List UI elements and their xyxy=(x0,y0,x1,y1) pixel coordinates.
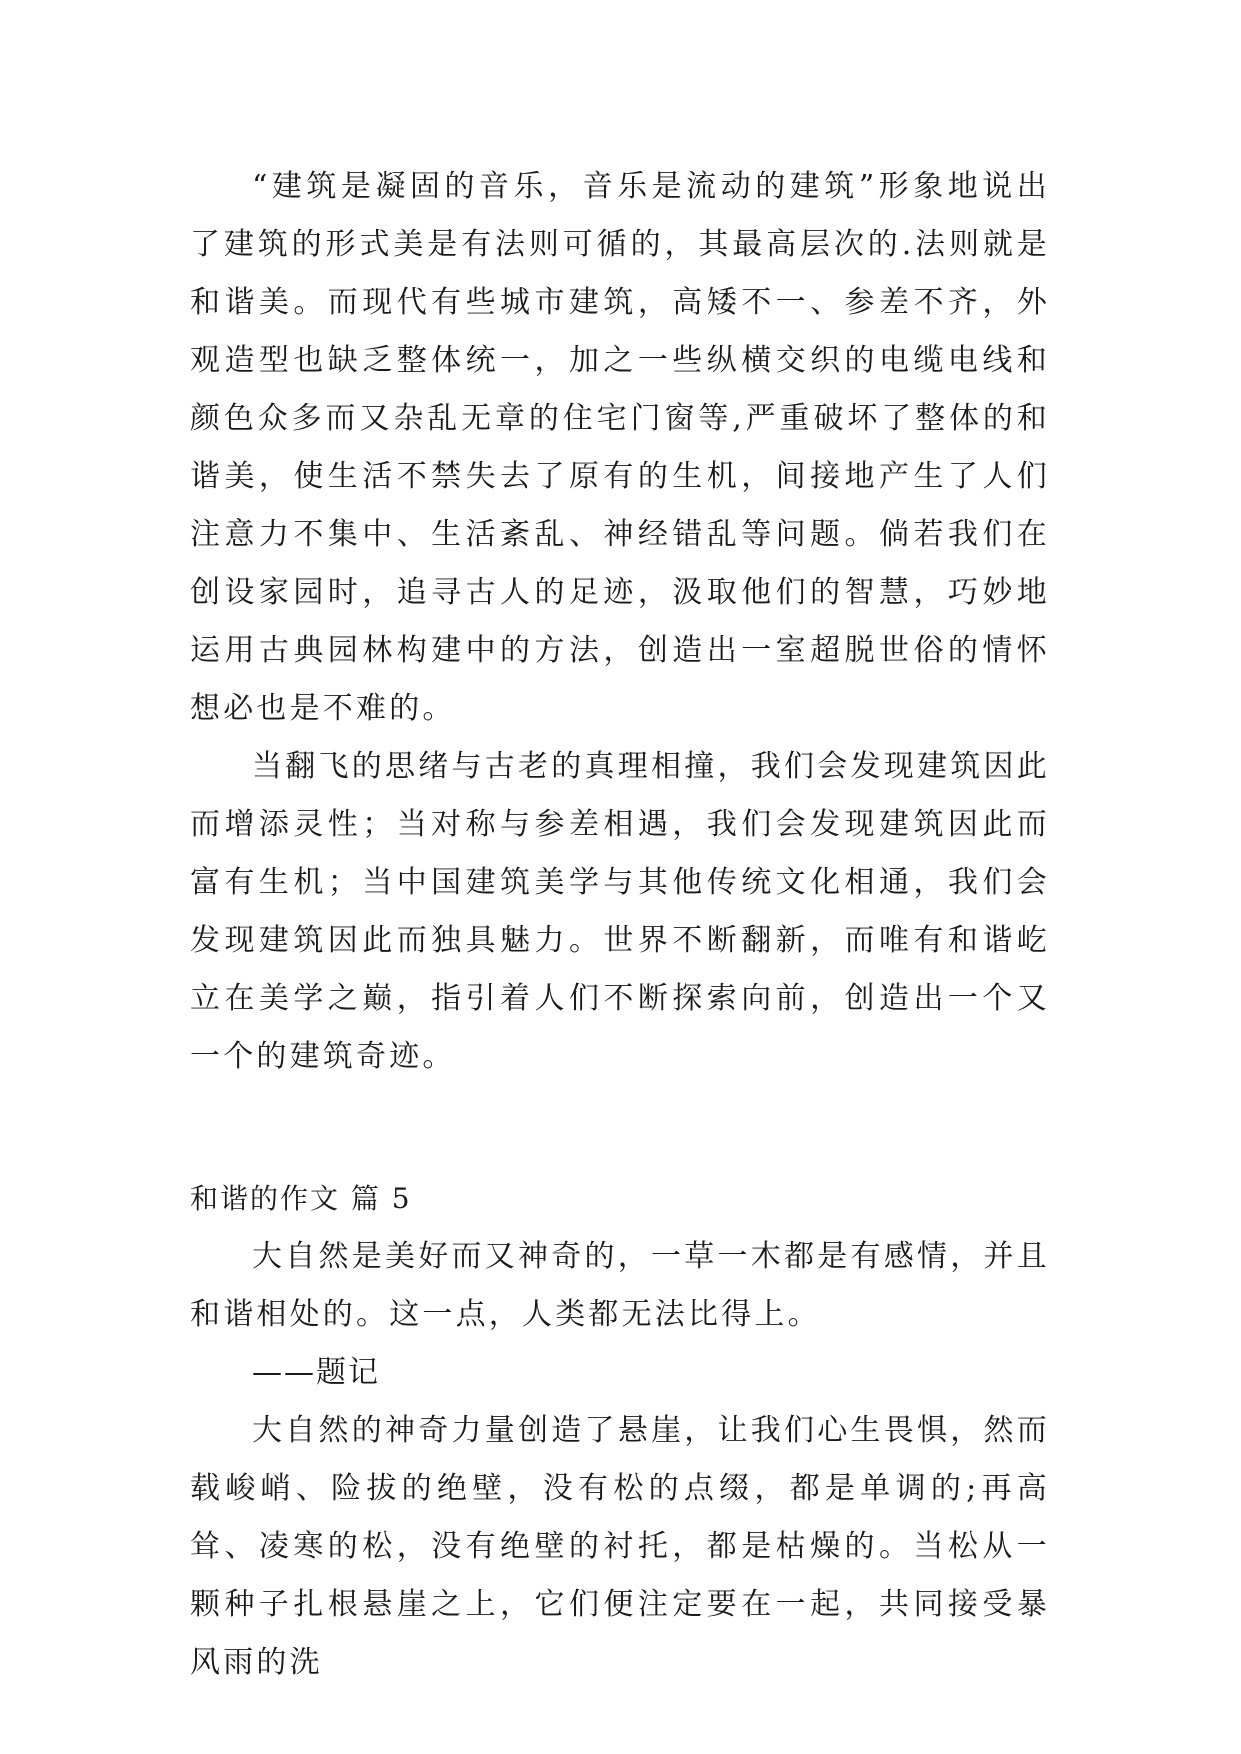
paragraph-architecture-music: “建筑是凝固的音乐，音乐是流动的建筑”形象地说出了建筑的形式美是有法则可循的，其最高层次的.法则就是和谐美。而现代有些城市建筑，高矮不一、参差不齐，外观造型也缺乏整体统一，加之一些纵横交织的电缆电线和颜色众多而又杂乱无章的住宅门窗等,严重破坏了整体的和谐美，使生活不禁失去了原有的生机，间接地产生了人们注意力不集中、生活紊乱、神经错乱等问题。倘若我们在创设家园时，追寻古人的足迹，汲取他们的智慧，巧妙地运用古典园林构建中的方法，创造出一室超脱世俗的情怀想必也是不难的。 xyxy=(190,169,1050,726)
section-heading: 和谐的作文 篇 5 xyxy=(190,1182,412,1215)
document-body xyxy=(190,158,1050,1692)
paragraph-architecture-conclusion: 当翻飞的思绪与古老的真理相撞，我们会发现建筑因此而增添灵性；当对称与参差相遇，我们会发现建筑因此而富有生机；当中国建筑美学与其他传统文化相通，我们会发现建筑因此而独具魅力。世界不断翻新，而唯有和谐屹立在美学之巅，指引着人们不断探索向前，创造出一个又一个的建筑奇迹。 xyxy=(190,749,1050,1074)
inscription-line: ——题记 xyxy=(252,1355,380,1390)
paragraph-nature-intro: 大自然是美好而又神奇的，一草一木都是有感情，并且和谐相处的。这一点，人类都无法比得上。 xyxy=(190,1239,1050,1332)
paragraph-cliff-pine: 大自然的神奇力量创造了悬崖，让我们心生畏惧，然而载峻峭、险拔的绝壁，没有松的点缀，都是单调的;再高耸、凌寒的松，没有绝壁的衬托，都是枯燥的。当松从一颗种子扎根悬崖之上，它们便注定要在一起，共同接受暴风雨的洗 xyxy=(190,1413,1050,1680)
